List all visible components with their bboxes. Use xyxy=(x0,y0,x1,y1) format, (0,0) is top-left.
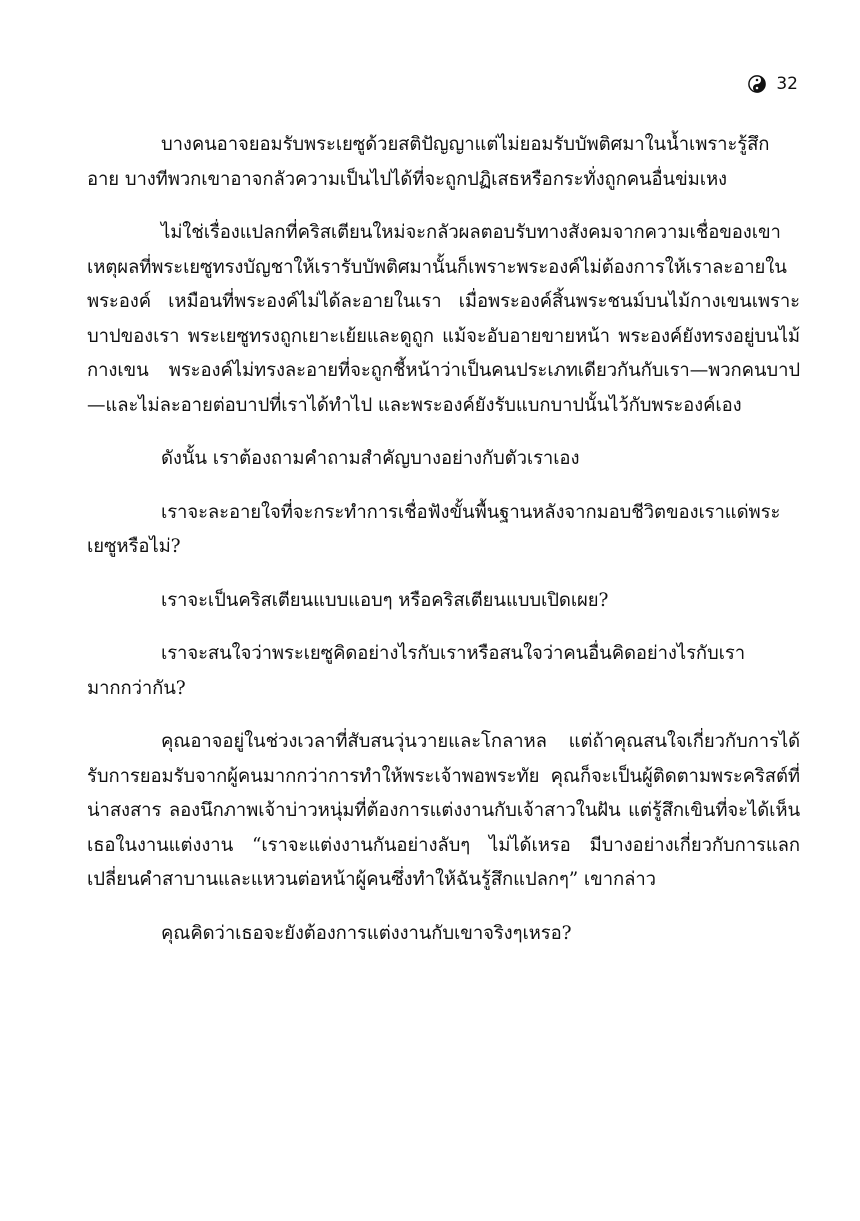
paragraph-7: คุณอาจอยู่ในช่วงเวลาที่สับสนวุ่นวายและโกลาหล แต่ถ้าคุณสนใจเกี่ยวกับการได้รับการยอมรับจากผู้คนมากกว่าการทำให้พระเจ้าพอพระทัย คุณก็จะเป็นผู้ติดตามพระคริสต์ที่น่าสงสาร ลองนึกภาพเจ้าบ่าวหนุ่มที่ต้องการแต่งงานกับเจ้าสาวในฝัน แต่รู้สึกเขินที่จะได้เห็นเธอในงานแต่งงาน “เราจะแต่งงานกันอย่างลับๆ ไม่ได้เหรอ มีบางอย่างเกี่ยวกับการแลกเปลี่ยนคำสาบานและแหวนต่อหน้าผู้คนซึ่งทำให้ฉันรู้สึกแปลกๆ” เขากล่าว xyxy=(87,731,800,890)
body-text xyxy=(87,128,800,970)
paragraph-2: ไม่ใช่เรื่องแปลกที่คริสเตียนใหม่จะกลัวผลตอบรับทางสังคมจากความเชื่อของเขา เหตุผลที่พระเยซูทรงบัญชาให้เรารับบัพติศมานั้นก็เพราะพระองค์ไม่ต้องการให้เราละอายในพระองค์ เหมือนที่พระองค์ไม่ได้ละอายในเรา เมื่อพระองค์สิ้นพระชนม์บนไม้กางเขนเพราะบาปของเรา พระเยซูทรงถูกเยาะเย้ยและดูถูก แม้จะอับอายขายหน้า พระองค์ยังทรงอยู่บนไม้กางเขน พระองค์ไม่ทรงละอายที่จะถูกชี้หน้าว่าเป็นคนประเภทเดียวกันกับเรา—พวกคนบาป—และไม่ละอายต่อบาปที่เราได้ทำไป และพระองค์ยังรับแบกบาปนั้นไว้กับพระองค์เอง xyxy=(87,222,800,416)
paragraph-8: คุณคิดว่าเธอจะยังต้องการแต่งงานกับเขาจริงๆเหรอ? xyxy=(161,922,572,944)
paragraph-1: บางคนอาจยอมรับพระเยซูด้วยสติปัญญาแต่ไม่ยอมรับบัพติศมาในน้ำเพราะรู้สึกอาย บางทีพวกเขาอาจกลัวความเป็นไปได้ที่จะถูกปฏิเสธหรือกระทั่งถูกคนอื่นข่มเหง xyxy=(87,134,770,190)
yin-yang-icon xyxy=(748,75,766,93)
paragraph-6: เราจะสนใจว่าพระเยซูคิดอย่างไรกับเราหรือสนใจว่าคนอื่นคิดอย่างไรกับเรามากกว่ากัน? xyxy=(87,643,745,699)
page-number xyxy=(748,74,798,94)
page-number-text: 32 xyxy=(776,74,798,94)
paragraph-5: เราจะเป็นคริสเตียนแบบแอบๆ หรือคริสเตียนแบบเปิดเผย? xyxy=(161,589,609,611)
paragraph-4: เราจะละอายใจที่จะกระทำการเชื่อฟังขั้นพื้นฐานหลังจากมอบชีวิตของเราแด่พระเยซูหรือไม่? xyxy=(87,501,781,557)
paragraph-3: ดังนั้น เราต้องถามคำถามสำคัญบางอย่างกับตัวเราเอง xyxy=(161,448,580,469)
